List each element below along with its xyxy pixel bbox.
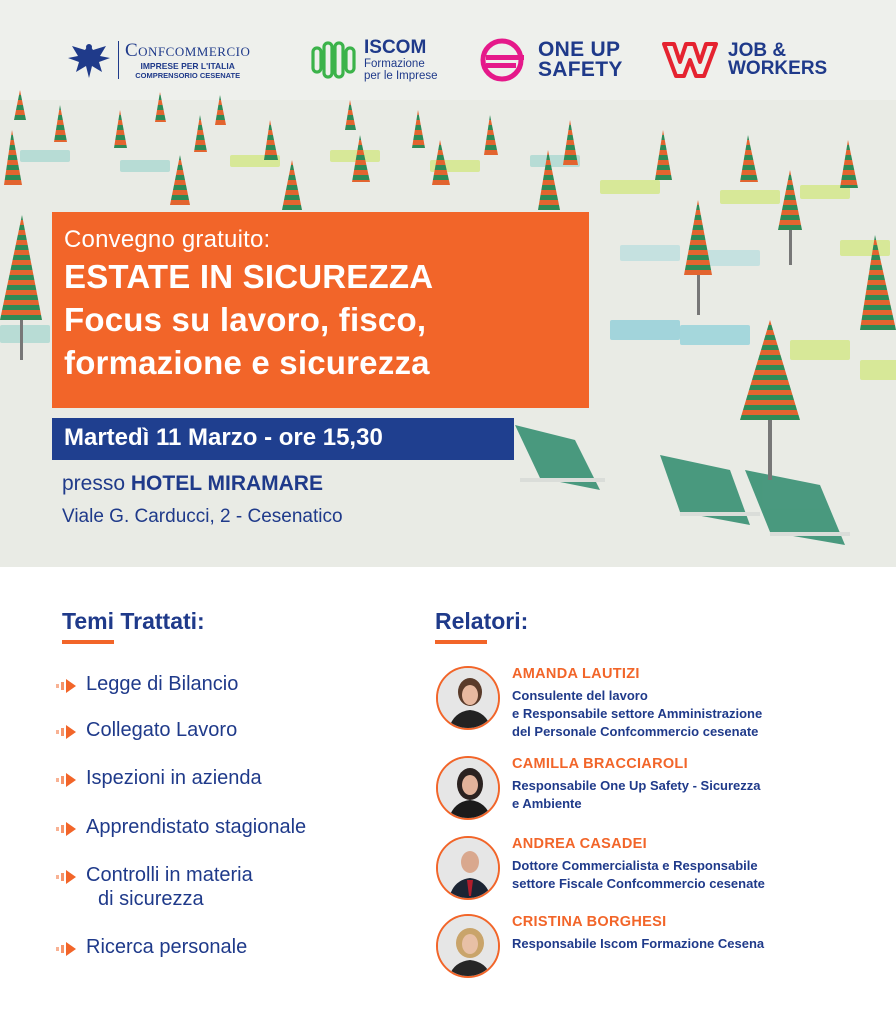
topic-item bbox=[56, 766, 262, 790]
iscom-title: ISCOM bbox=[364, 36, 427, 58]
arrow-right-icon bbox=[56, 676, 80, 696]
topic-item bbox=[56, 815, 306, 839]
speakers-underline bbox=[435, 640, 487, 644]
topic-label: Ispezioni in azienda bbox=[86, 767, 262, 789]
speaker-avatar bbox=[436, 836, 500, 900]
speaker-avatar bbox=[436, 666, 500, 730]
job-workers-logo[interactable] bbox=[662, 30, 827, 90]
speakers-heading: Relatori: bbox=[435, 608, 529, 634]
topic-label-line-2: di sicurezza bbox=[98, 888, 204, 910]
event-pre-title: Convegno gratuito: bbox=[64, 226, 271, 253]
speaker-name: ANDREA CASADEI bbox=[512, 836, 647, 852]
topic-item bbox=[56, 935, 247, 959]
arrow-right-icon bbox=[56, 770, 80, 790]
jobworkers-line-1: JOB & bbox=[728, 39, 787, 61]
oneup-line-2: SAFETY bbox=[538, 58, 623, 81]
speaker-role-line: Consulente del lavoro bbox=[512, 688, 648, 703]
speaker-role-line: Dottore Commercialista e Responsabile bbox=[512, 858, 758, 873]
speaker-role bbox=[512, 687, 872, 741]
oneup-line-1: ONE UP bbox=[538, 38, 621, 62]
jw-mark-icon bbox=[662, 40, 720, 80]
iscom-logo[interactable] bbox=[310, 30, 438, 90]
venue-name: HOTEL MIRAMARE bbox=[130, 472, 323, 495]
topic-label: Legge di Bilancio bbox=[86, 673, 239, 695]
oneup-safety-logo[interactable] bbox=[478, 30, 623, 90]
topic-label bbox=[86, 863, 253, 911]
arrow-right-icon bbox=[56, 867, 80, 887]
speaker-card bbox=[436, 756, 876, 824]
speaker-avatar bbox=[436, 756, 500, 820]
event-title-line-2: Focus su lavoro, fisco, bbox=[64, 301, 427, 338]
event-venue bbox=[62, 472, 323, 496]
speaker-avatar bbox=[436, 914, 500, 978]
event-title-line-1: ESTATE IN SICUREZZA bbox=[64, 258, 434, 295]
topic-label: Collegato Lavoro bbox=[86, 719, 238, 741]
event-date: Martedì 11 Marzo - ore 15,30 bbox=[52, 418, 514, 460]
arrow-right-icon bbox=[56, 819, 80, 839]
topics-heading: Temi Trattati: bbox=[62, 608, 205, 634]
arrow-right-icon bbox=[56, 722, 80, 742]
arrow-right-icon bbox=[56, 939, 80, 959]
topic-item bbox=[56, 718, 237, 742]
speaker-card bbox=[436, 836, 876, 904]
speaker-role bbox=[512, 857, 872, 893]
topic-label: Ricerca personale bbox=[86, 936, 248, 958]
partner-logos bbox=[0, 30, 896, 90]
speaker-name: CRISTINA BORGHESI bbox=[512, 914, 667, 930]
confcommercio-logo[interactable] bbox=[66, 30, 250, 90]
iscom-sub-1: Formazione bbox=[364, 57, 425, 70]
speaker-role-line: del Personale Confcommercio cesenate bbox=[512, 724, 759, 739]
topic-label: Apprendistato stagionale bbox=[86, 816, 307, 838]
oneup-ring-icon bbox=[478, 38, 530, 82]
topic-item bbox=[56, 672, 238, 696]
person-photo-icon bbox=[438, 668, 500, 730]
speaker-card bbox=[436, 914, 876, 982]
topic-item bbox=[56, 863, 253, 911]
person-photo-icon bbox=[438, 838, 500, 900]
venue-prefix: presso bbox=[62, 472, 126, 495]
event-title-box bbox=[52, 212, 589, 408]
speaker-role-line: settore Fiscale Confcommercio cesenate bbox=[512, 876, 765, 891]
speaker-card bbox=[436, 666, 876, 739]
speaker-role-line: e Ambiente bbox=[512, 796, 582, 811]
iscom-mark-icon bbox=[310, 40, 356, 80]
event-title-line-3: formazione e sicurezza bbox=[64, 344, 430, 381]
speaker-role-line: Responsabile Iscom Formazione Cesena bbox=[512, 936, 765, 951]
person-photo-icon bbox=[438, 758, 500, 820]
topic-label-line-1: Controlli in materia bbox=[86, 864, 253, 886]
eagle-icon bbox=[66, 40, 112, 80]
speaker-role bbox=[512, 935, 872, 953]
iscom-sub-2: per le Imprese bbox=[364, 69, 438, 82]
event-address: Viale G. Carducci, 2 - Cesenatico bbox=[62, 506, 343, 527]
speaker-name: CAMILLA BRACCIAROLI bbox=[512, 756, 688, 772]
person-photo-icon bbox=[438, 916, 500, 978]
confcommercio-title: Confcommercio bbox=[125, 40, 251, 61]
confcommercio-tagline: IMPRESE PER L'ITALIA bbox=[140, 61, 235, 71]
speaker-role-line: e Responsabile settore Amministrazione bbox=[512, 706, 763, 721]
confcommercio-area: COMPRENSORIO CESENATE bbox=[135, 70, 241, 80]
speaker-role-line: Responsabile One Up Safety - Sicurezza bbox=[512, 778, 761, 793]
speaker-role bbox=[512, 777, 872, 813]
topics-underline bbox=[62, 640, 114, 644]
speaker-name: AMANDA LAUTIZI bbox=[512, 666, 640, 682]
jobworkers-line-2: WORKERS bbox=[728, 58, 828, 79]
